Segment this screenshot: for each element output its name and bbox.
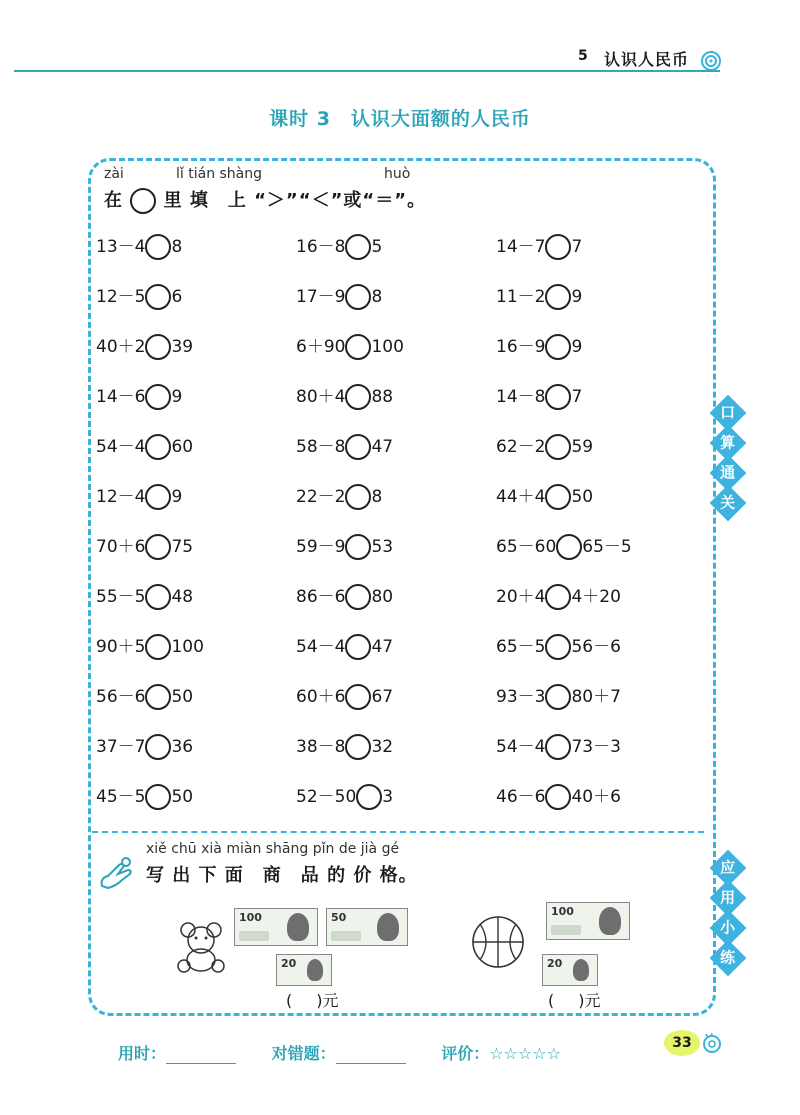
correct-count-field[interactable]: 对错题： [272,1044,406,1063]
teddy-bear-icon [174,920,230,974]
rating-stars[interactable]: ☆☆☆☆☆ [489,1044,561,1063]
section-divider [92,831,704,833]
question: 11－2 9 [496,282,632,312]
banknote: 100 [546,902,630,940]
question: 16－9 9 [496,332,632,362]
pointing-hand-icon [96,852,138,894]
question: 12－4 9 [96,482,204,512]
answer-circle[interactable] [345,484,371,510]
answer-circle[interactable] [345,534,371,560]
question: 20＋4 4＋20 [496,582,632,612]
answer-circle[interactable] [145,284,171,310]
question: 54－4 73－3 [496,732,632,762]
answer-circle[interactable] [145,584,171,610]
question: 14－8 7 [496,382,632,412]
answer-circle[interactable] [545,434,571,460]
instruction-compare: 在 里 填 上 “＞”“＜”或“＝”。 [104,186,426,214]
answer-circle[interactable] [545,684,571,710]
answer-circle[interactable] [545,784,571,810]
answer-circle[interactable] [545,634,571,660]
page-title: 课时 3 认识大面额的人民币 [269,108,531,130]
question: 70＋6 75 [96,532,204,562]
question: 22－2 8 [296,482,404,512]
question: 16－8 5 [296,232,404,262]
question: 14－7 7 [496,232,632,262]
question: 60＋6 67 [296,682,404,712]
question: 65－60 65－5 [496,532,632,562]
question: 59－9 53 [296,532,404,562]
question: 17－9 8 [296,282,404,312]
answer-circle[interactable] [345,284,371,310]
time-field[interactable]: 用时： [118,1044,236,1063]
question: 40＋2 39 [96,332,204,362]
answer-circle[interactable] [545,734,571,760]
question: 38－8 32 [296,732,404,762]
side-label-oral-arithmetic [715,400,745,520]
answer-circle[interactable] [145,734,171,760]
answer-circle[interactable] [345,334,371,360]
answer-circle[interactable] [345,684,371,710]
answer-circle[interactable] [145,384,171,410]
question: 12－5 6 [96,282,204,312]
answer-circle[interactable] [345,584,371,610]
pinyin-write-prices: xiě chū xià miàn shāng pǐn de jià gé [146,841,400,857]
answer-circle[interactable] [145,534,171,560]
answer-circle[interactable] [145,684,171,710]
instruction-write-prices: 写 出 下 面 商 品 的 价 格。 [146,865,418,886]
unit-title: 认识人民币 [604,47,722,72]
question: 62－2 59 [496,432,632,462]
question: 46－6 40＋6 [496,782,632,812]
banknote: 100 [234,908,318,946]
question: 54－4 60 [96,432,204,462]
answer-circle[interactable] [545,584,571,610]
side-char: 关 [710,485,747,522]
header-rule [14,70,720,72]
question: 80＋4 88 [296,382,404,412]
side-label-application-practice [715,855,745,975]
question: 58－8 47 [296,432,404,462]
answer-circle[interactable] [356,784,382,810]
answer-circle[interactable] [145,784,171,810]
spiral-icon [700,50,722,72]
pinyin-huo: huò [384,166,411,182]
answer-blank-1[interactable]: ( )元 [286,991,339,1010]
answer-circle[interactable] [545,484,571,510]
page-number: 33 [664,1030,700,1056]
side-char: 用 [710,880,747,917]
basketball-icon [470,914,526,970]
answer-circle[interactable] [545,334,571,360]
question: 37－7 36 [96,732,204,762]
answer-circle[interactable] [345,234,371,260]
side-char: 小 [710,910,747,947]
banknote: 50 [326,908,408,946]
question: 45－5 50 [96,782,204,812]
side-char: 应 [710,850,747,887]
question: 93－3 80＋7 [496,682,632,712]
answer-blank-2[interactable]: ( )元 [548,991,601,1010]
footer-bar [118,1041,561,1064]
side-char: 算 [710,425,747,462]
question: 54－4 47 [296,632,404,662]
question: 86－6 80 [296,582,404,612]
question: 56－6 50 [96,682,204,712]
answer-circle[interactable] [545,234,571,260]
column-3 [496,232,632,812]
answer-circle[interactable] [345,384,371,410]
question: 55－5 48 [96,582,204,612]
answer-circle[interactable] [545,284,571,310]
question: 90＋5 100 [96,632,204,662]
banknote: 20 [276,954,332,986]
snail-icon [700,1030,724,1054]
pinyin-li-tian-shang: lǐ tián shàng [176,166,263,182]
rating-field: 评价：☆☆☆☆☆ [441,1044,561,1063]
answer-circle[interactable] [145,334,171,360]
question: 65－5 56－6 [496,632,632,662]
answer-circle[interactable] [145,434,171,460]
question: 14－6 9 [96,382,204,412]
answer-circle[interactable] [145,234,171,260]
question: 52－50 3 [296,782,404,812]
side-char: 练 [710,940,747,977]
pinyin-zai: zài [104,166,124,182]
side-char: 通 [710,455,747,492]
answer-circle[interactable] [345,634,371,660]
unit-number: 5 [578,48,588,64]
side-char: 口 [710,395,747,432]
question: 6＋90 100 [296,332,404,362]
answer-circle[interactable] [145,634,171,660]
question: 44＋4 50 [496,482,632,512]
answer-circle[interactable] [145,484,171,510]
column-2 [296,232,404,812]
question: 13－4 8 [96,232,204,262]
answer-circle-sample [130,188,156,214]
answer-circle[interactable] [345,734,371,760]
banknote: 20 [542,954,598,986]
column-1 [96,232,204,812]
answer-circle[interactable] [545,384,571,410]
answer-circle[interactable] [556,534,582,560]
answer-circle[interactable] [345,434,371,460]
